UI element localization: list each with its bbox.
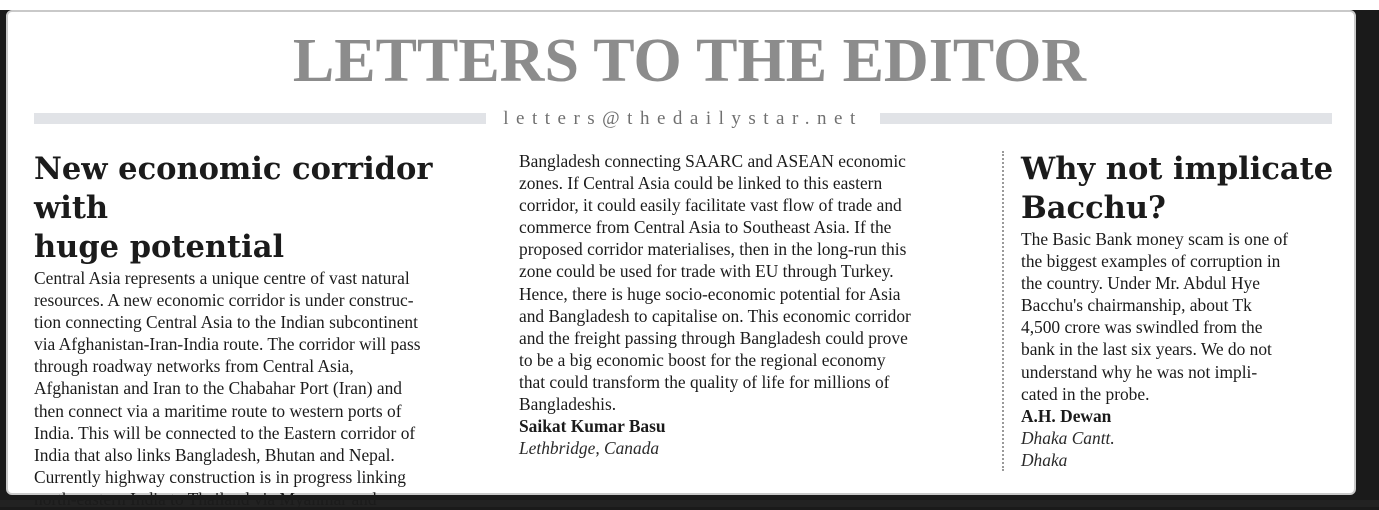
editor-email: letters@thedailystar.net [503, 108, 863, 129]
letter-2-place-line-1: Dhaka Cantt. [1021, 427, 1115, 448]
section-title: LETTERS TO THE EDITOR [292, 27, 1087, 95]
letter-1-headline: New economic corridor with huge potential [34, 151, 433, 265]
letter-1-author: Saikat Kumar Basu [519, 416, 666, 437]
top-edge [0, 0, 1379, 10]
letter-1-place: Lethbridge, Canada [519, 438, 660, 459]
header-rule-right [880, 113, 1332, 124]
letter-2-headline: Why not implicate Bacchu? [1021, 151, 1334, 226]
letter-1-body-part-2: Bangladesh connecting SAARC and ASEAN economic zones. If Central Asia could be linked to this eastern corridor, it could easily facilitate vast flow of trade and commerce from Central Asia to Southeast Asia. If the proposed corridor materialises, then in the long-run this zone could be used for trade with EU through Turkey. Hence, there is huge socio-economic potential for Asia and Bangladesh to capitalise on. This economic corridor and the freight passing through Bangladesh could prove to be a big economic boost for the regional economy that could transform the quality of life for millions of Bangladeshis. [519, 151, 911, 415]
letter-2-body: The Basic Bank money scam is one of the biggest examples of corruption in the country. Under Mr. Abdul Hye Bacchu's chairmanship, about Tk 4,500 crore was swindled from the bank in the last six years. We do not understand why he was not impli- cated in the probe. [1021, 229, 1289, 404]
letter-2-author: A.H. Dewan [1021, 405, 1112, 426]
letter-1-column-1 [34, 150, 486, 510]
letter-1-body-part-1: Central Asia represents a unique centre of vast natural resources. A new economic corridor is under construc- tion connecting Central Asia to the Indian subcontinent via Afghanistan-Iran-India route. The corridor will pass through roadway networks from Central Asia, Afghanistan and Iran to the Chabahar Port (Iran) and then connect via a maritime route to western ports of India. This will be connected to the Eastern corridor of India that also links Bangladesh, Bhutan and Nepal. Currently highway construction is in progress linking north-eastern India to Thailand via Myanmar and [34, 268, 421, 509]
header-rule-left [34, 113, 486, 124]
letter-2-column [1021, 150, 1341, 471]
column-divider [1002, 151, 1004, 471]
letter-2-place-line-2: Dhaka [1021, 449, 1068, 470]
letter-1-column-2 [519, 150, 979, 459]
